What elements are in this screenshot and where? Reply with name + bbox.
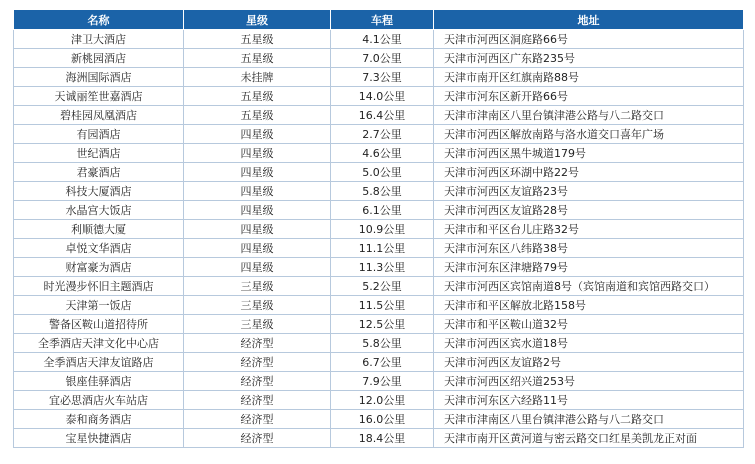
- distance-cell: 14.0公里: [331, 87, 434, 106]
- star-rating-cell: 经济型: [184, 372, 331, 391]
- distance-cell: 18.4公里: [331, 429, 434, 448]
- hotel-name-cell: 泰和商务酒店: [14, 410, 184, 429]
- star-rating-cell: 五星级: [184, 30, 331, 49]
- address-cell: 天津市河西区友谊路28号: [434, 201, 744, 220]
- distance-cell: 7.3公里: [331, 68, 434, 87]
- hotel-name-cell: 天津第一饭店: [14, 296, 184, 315]
- table-row: [14, 315, 744, 334]
- column-header-address: 地址: [434, 10, 744, 30]
- distance-cell: 5.2公里: [331, 277, 434, 296]
- star-rating-cell: 经济型: [184, 429, 331, 448]
- table-row: [14, 144, 744, 163]
- distance-cell: 5.8公里: [331, 334, 434, 353]
- hotel-name-cell: 全季酒店天津文化中心店: [14, 334, 184, 353]
- table-row: [14, 49, 744, 68]
- star-rating-cell: 经济型: [184, 410, 331, 429]
- distance-cell: 4.6公里: [331, 144, 434, 163]
- hotel-name-cell: 君豪酒店: [14, 163, 184, 182]
- distance-cell: 10.9公里: [331, 220, 434, 239]
- table-row: [14, 353, 744, 372]
- star-rating-cell: 经济型: [184, 334, 331, 353]
- hotel-name-cell: 全季酒店天津友谊路店: [14, 353, 184, 372]
- address-cell: 天津市南开区红旗南路88号: [434, 68, 744, 87]
- table-row: [14, 239, 744, 258]
- star-rating-cell: 四星级: [184, 144, 331, 163]
- hotel-name-cell: 水晶宫大饭店: [14, 201, 184, 220]
- address-cell: 天津市和平区鞍山道32号: [434, 315, 744, 334]
- table-row: [14, 429, 744, 448]
- star-rating-cell: 经济型: [184, 353, 331, 372]
- address-cell: 天津市河西区友谊路23号: [434, 182, 744, 201]
- table-row: [14, 30, 744, 49]
- table-row: [14, 258, 744, 277]
- table-row: [14, 334, 744, 353]
- hotel-name-cell: 科技大厦酒店: [14, 182, 184, 201]
- table-row: [14, 391, 744, 410]
- table-row: [14, 163, 744, 182]
- star-rating-cell: 四星级: [184, 182, 331, 201]
- star-rating-cell: 四星级: [184, 220, 331, 239]
- address-cell: 天津市河西区洞庭路66号: [434, 30, 744, 49]
- star-rating-cell: 四星级: [184, 201, 331, 220]
- table-row: [14, 372, 744, 391]
- hotel-name-cell: 海洲国际酒店: [14, 68, 184, 87]
- address-cell: 天津市和平区解放北路158号: [434, 296, 744, 315]
- table-row: [14, 106, 744, 125]
- star-rating-cell: 五星级: [184, 87, 331, 106]
- address-cell: 天津市河西区友谊路2号: [434, 353, 744, 372]
- star-rating-cell: 五星级: [184, 106, 331, 125]
- hotel-name-cell: 津卫大酒店: [14, 30, 184, 49]
- distance-cell: 16.4公里: [331, 106, 434, 125]
- star-rating-cell: 三星级: [184, 277, 331, 296]
- star-rating-cell: 五星级: [184, 49, 331, 68]
- hotel-name-cell: 世纪酒店: [14, 144, 184, 163]
- star-rating-cell: 四星级: [184, 239, 331, 258]
- hotel-name-cell: 银座佳驿酒店: [14, 372, 184, 391]
- distance-cell: 11.1公里: [331, 239, 434, 258]
- distance-cell: 7.0公里: [331, 49, 434, 68]
- address-cell: 天津市河西区广东路235号: [434, 49, 744, 68]
- star-rating-cell: 三星级: [184, 315, 331, 334]
- address-cell: 天津市和平区台儿庄路32号: [434, 220, 744, 239]
- star-rating-cell: 三星级: [184, 296, 331, 315]
- hotel-table: [13, 9, 744, 448]
- hotel-name-cell: 碧桂园凤凰酒店: [14, 106, 184, 125]
- star-rating-cell: 四星级: [184, 258, 331, 277]
- distance-cell: 11.3公里: [331, 258, 434, 277]
- distance-cell: 16.0公里: [331, 410, 434, 429]
- table-row: [14, 296, 744, 315]
- hotel-name-cell: 警备区鞍山道招待所: [14, 315, 184, 334]
- header-row: [14, 10, 744, 30]
- hotel-name-cell: 卓悦文华酒店: [14, 239, 184, 258]
- address-cell: 天津市南开区黄河道与密云路交口红星美凯龙正对面: [434, 429, 744, 448]
- hotel-rows: [14, 30, 744, 448]
- distance-cell: 5.8公里: [331, 182, 434, 201]
- table-row: [14, 410, 744, 429]
- address-cell: 天津市津南区八里台镇津港公路与八二路交口: [434, 410, 744, 429]
- hotel-name-cell: 有园酒店: [14, 125, 184, 144]
- hotel-name-cell: 利顺德大厦: [14, 220, 184, 239]
- address-cell: 天津市河西区解放南路与洛水道交口喜年广场: [434, 125, 744, 144]
- hotel-name-cell: 新桃园酒店: [14, 49, 184, 68]
- hotel-name-cell: 财富豪为酒店: [14, 258, 184, 277]
- hotel-name-cell: 时光漫步怀旧主题酒店: [14, 277, 184, 296]
- distance-cell: 4.1公里: [331, 30, 434, 49]
- column-header-distance: 车程: [331, 10, 434, 30]
- address-cell: 天津市河西区黑牛城道179号: [434, 144, 744, 163]
- table-row: [14, 182, 744, 201]
- distance-cell: 2.7公里: [331, 125, 434, 144]
- table-row: [14, 277, 744, 296]
- distance-cell: 7.9公里: [331, 372, 434, 391]
- address-cell: 天津市河东区新开路66号: [434, 87, 744, 106]
- distance-cell: 5.0公里: [331, 163, 434, 182]
- column-header-name: 名称: [14, 10, 184, 30]
- hotel-name-cell: 宝星快捷酒店: [14, 429, 184, 448]
- table-row: [14, 125, 744, 144]
- table-row: [14, 201, 744, 220]
- table-row: [14, 68, 744, 87]
- star-rating-cell: 四星级: [184, 163, 331, 182]
- distance-cell: 6.7公里: [331, 353, 434, 372]
- address-cell: 天津市津南区八里台镇津港公路与八二路交口: [434, 106, 744, 125]
- address-cell: 天津市河东区八纬路38号: [434, 239, 744, 258]
- address-cell: 天津市河西区环湖中路22号: [434, 163, 744, 182]
- distance-cell: 12.0公里: [331, 391, 434, 410]
- address-cell: 天津市河西区绍兴道253号: [434, 372, 744, 391]
- hotel-name-cell: 天诚丽笙世嘉酒店: [14, 87, 184, 106]
- column-header-star: 星级: [184, 10, 331, 30]
- distance-cell: 12.5公里: [331, 315, 434, 334]
- distance-cell: 6.1公里: [331, 201, 434, 220]
- table-row: [14, 220, 744, 239]
- star-rating-cell: 未挂牌: [184, 68, 331, 87]
- address-cell: 天津市河西区宾水道18号: [434, 334, 744, 353]
- table-row: [14, 87, 744, 106]
- address-cell: 天津市河东区津塘路79号: [434, 258, 744, 277]
- address-cell: 天津市河东区六经路11号: [434, 391, 744, 410]
- distance-cell: 11.5公里: [331, 296, 434, 315]
- star-rating-cell: 四星级: [184, 125, 331, 144]
- address-cell: 天津市河西区宾馆南道8号（宾馆南道和宾馆西路交口）: [434, 277, 744, 296]
- star-rating-cell: 经济型: [184, 391, 331, 410]
- hotel-name-cell: 宜必思酒店火车站店: [14, 391, 184, 410]
